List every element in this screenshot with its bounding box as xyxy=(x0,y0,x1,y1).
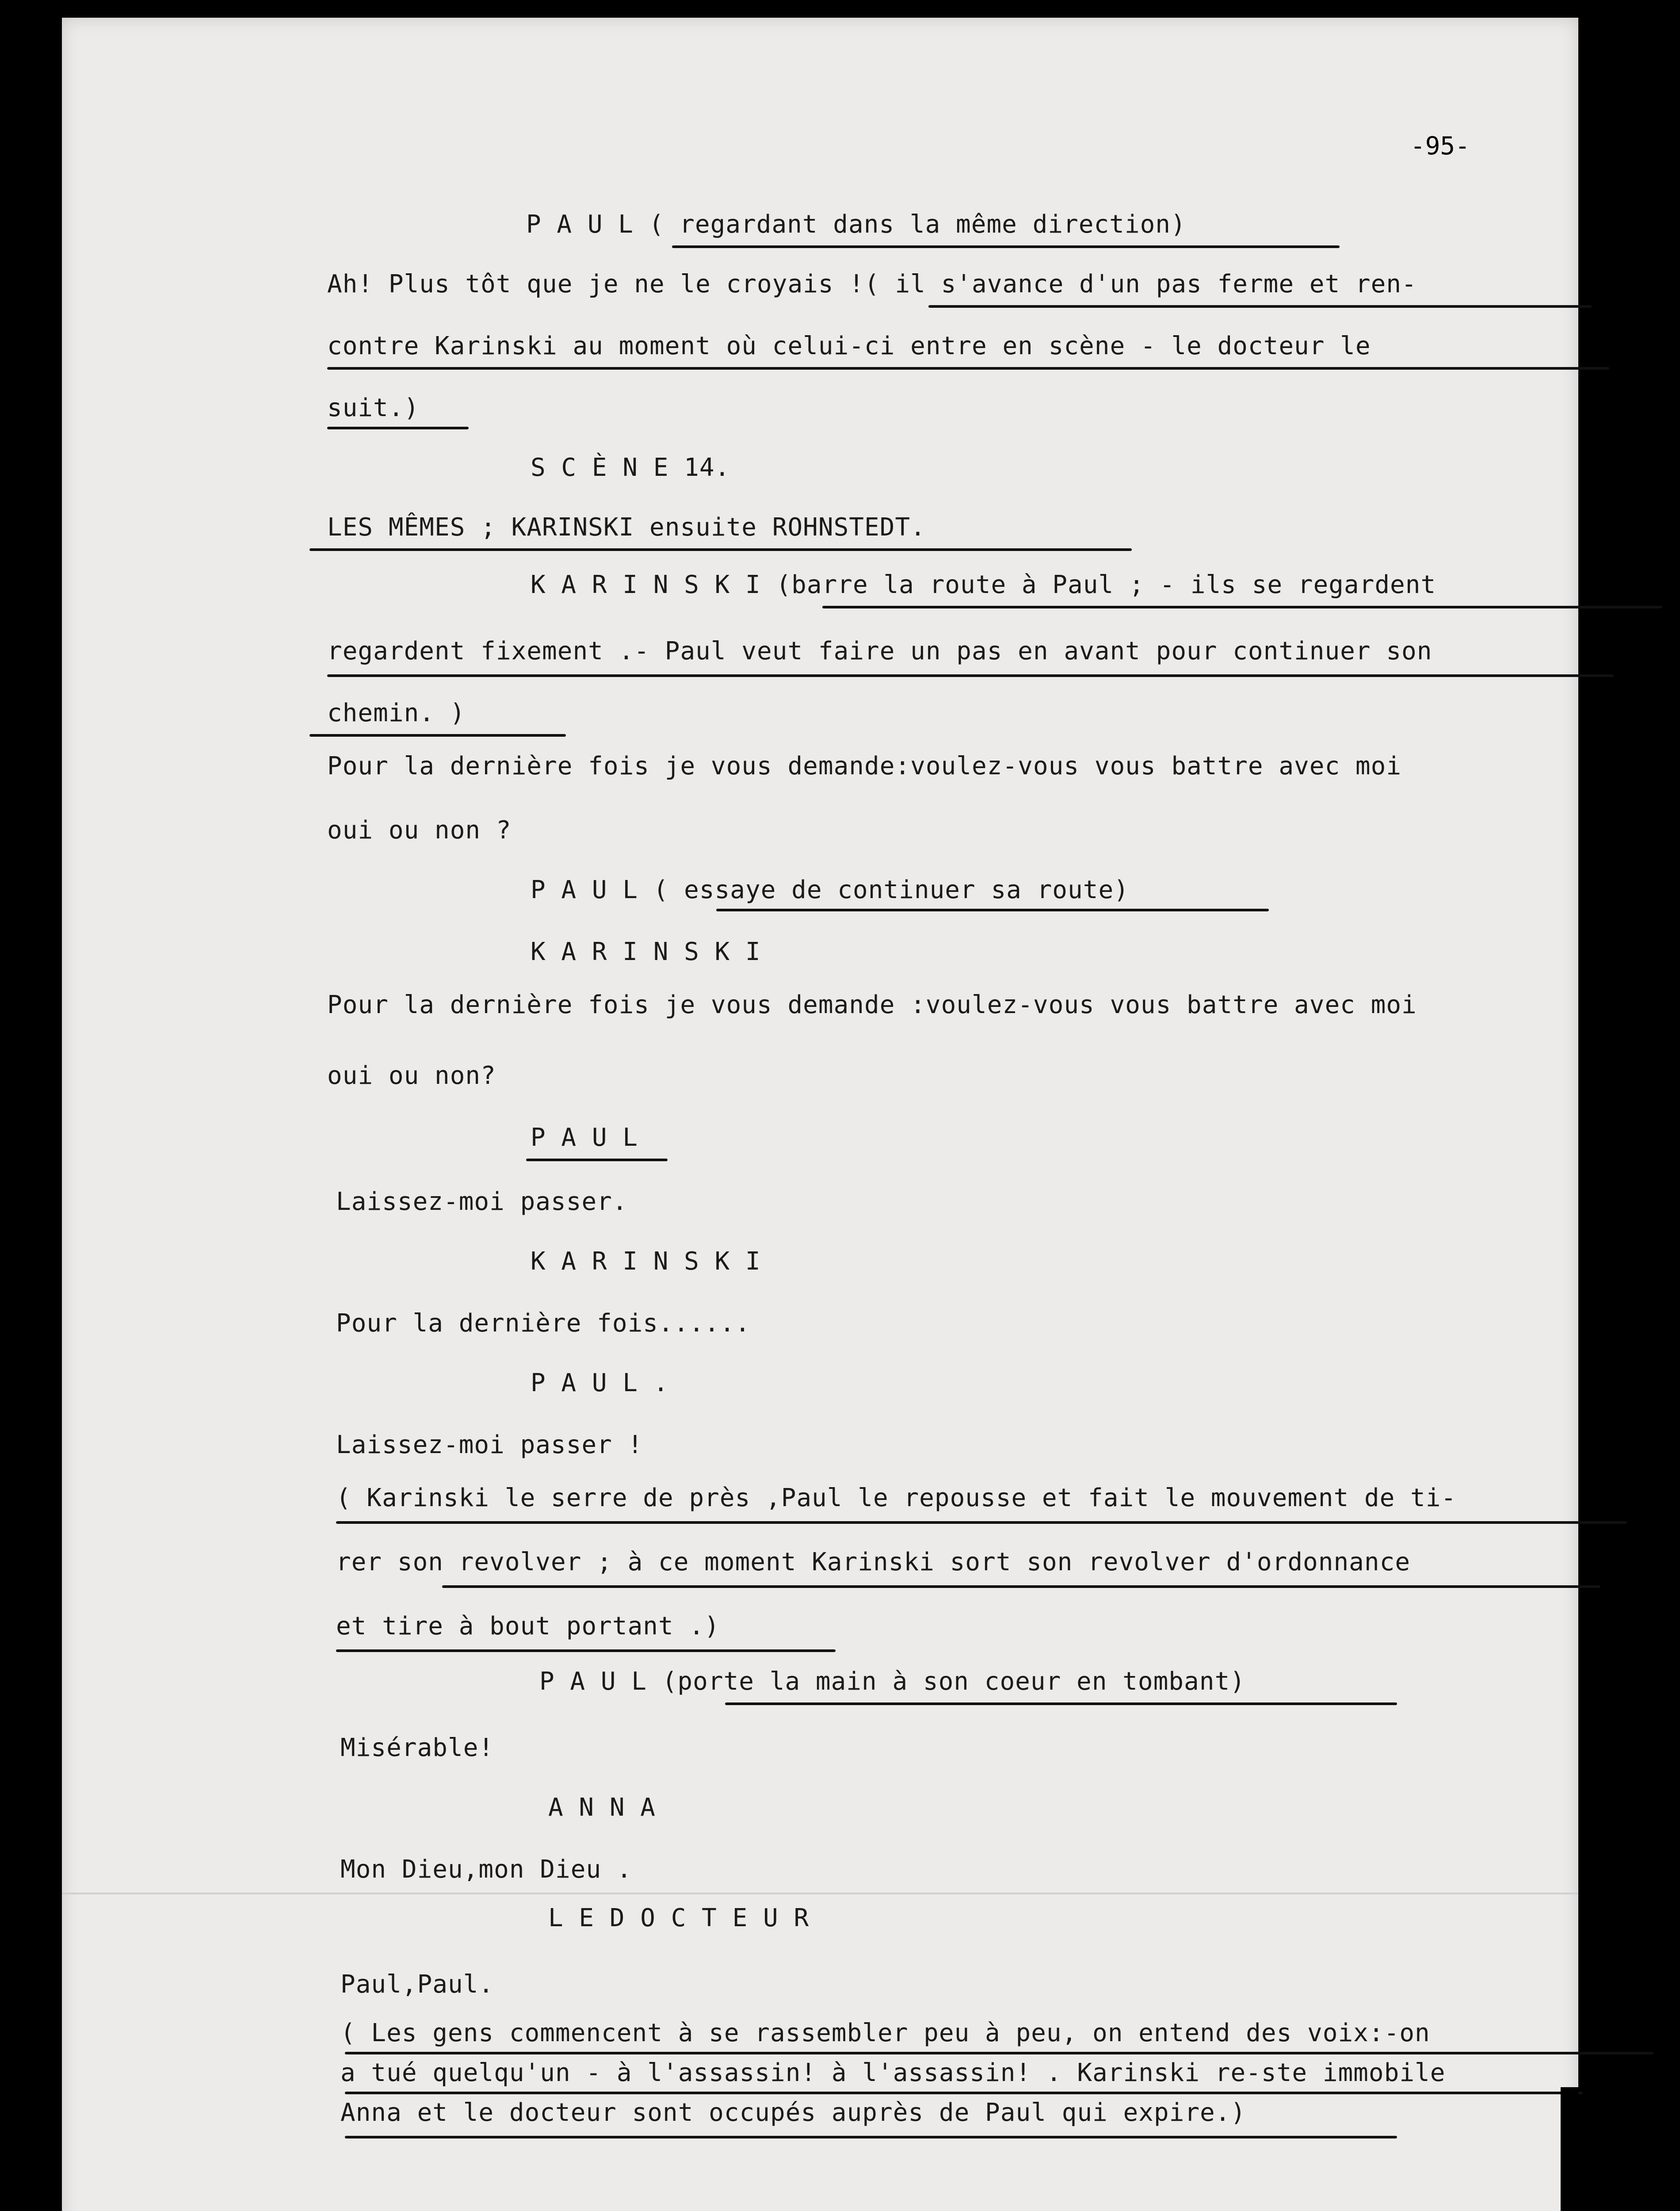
speaker-line: K A R I N S K I (barre la route à Paul ; - ils se regardent xyxy=(531,570,1436,599)
underline-stroke xyxy=(336,1649,836,1652)
page-number: -95- xyxy=(1410,132,1470,161)
underline-stroke xyxy=(822,606,1662,608)
underline-stroke xyxy=(336,1521,1627,1524)
speaker-line: K A R I N S K I xyxy=(531,937,761,966)
stage-direction-line: chemin. ) xyxy=(327,699,466,727)
stage-direction-line: rer son revolver ; à ce moment Karinski sort son revolver d'ordonnance xyxy=(336,1548,1411,1576)
underline-stroke xyxy=(345,2136,1397,2138)
speaker-line: L E D O C T E U R xyxy=(548,1904,809,1932)
dialogue-line: Ah! Plus tôt que je ne le croyais !( il s'avance d'un pas ferme et ren- xyxy=(327,270,1417,298)
stage-direction-line: regardent fixement .- Paul veut faire un pas en avant pour continuer son xyxy=(327,637,1432,666)
underline-stroke xyxy=(327,427,469,429)
typescript-page xyxy=(62,18,1578,2211)
stage-direction-line: suit.) xyxy=(327,394,420,422)
stage-direction-line: a tué quelqu'un - à l'assassin! à l'assassin! . Karinski re-ste immobile xyxy=(340,2058,1446,2087)
underline-stroke xyxy=(327,367,1609,370)
underline-stroke xyxy=(327,674,1614,677)
underline-stroke xyxy=(345,2092,1583,2094)
dialogue-line: Paul,Paul. xyxy=(340,1970,494,1999)
speaker-line: K A R I N S K I xyxy=(531,1247,761,1276)
underline-stroke xyxy=(725,1702,1397,1705)
speaker-line: P A U L ( regardant dans la même direction) xyxy=(526,210,1186,239)
underline-stroke xyxy=(672,245,1340,248)
underline-stroke xyxy=(309,548,1132,551)
dialogue-line: Misérable! xyxy=(340,1733,494,1762)
dialogue-line: Pour la dernière fois...... xyxy=(336,1309,751,1338)
speaker-line: A N N A xyxy=(548,1793,656,1822)
speaker-line: P A U L (porte la main à son coeur en tombant) xyxy=(539,1667,1245,1696)
characters-line: LES MÊMES ; KARINSKI ensuite ROHNSTEDT. xyxy=(327,513,926,542)
speaker-line: P A U L xyxy=(531,1123,638,1152)
stage-direction-line: ( Les gens commencent à se rassembler peu à peu, on entend des voix:-on xyxy=(340,2019,1430,2047)
stage-direction-line: et tire à bout portant .) xyxy=(336,1612,720,1641)
dialogue-line: Pour la dernière fois je vous demande:voulez-vous vous battre avec moi xyxy=(327,752,1402,780)
stage-direction-line: Anna et le docteur sont occupés auprès de Paul qui expire.) xyxy=(340,2098,1246,2127)
underline-stroke xyxy=(442,1585,1600,1588)
scan-shadow xyxy=(1561,2087,1578,2211)
dialogue-line: Laissez-moi passer ! xyxy=(336,1431,643,1459)
speaker-line: P A U L ( essaye de continuer sa route) xyxy=(531,876,1129,904)
underline-stroke xyxy=(716,909,1269,911)
stage-direction-line: contre Karinski au moment où celui-ci entre en scène - le docteur le xyxy=(327,332,1371,360)
dialogue-line: Pour la dernière fois je vous demande :voulez-vous vous battre avec moi xyxy=(327,991,1417,1019)
underline-stroke xyxy=(309,734,566,737)
underline-stroke xyxy=(345,2052,1653,2054)
dialogue-line: Laissez-moi passer. xyxy=(336,1187,628,1216)
underline-stroke xyxy=(928,305,1592,308)
speaker-line: P A U L . xyxy=(531,1369,669,1397)
dialogue-line: oui ou non? xyxy=(327,1061,496,1090)
stage-direction-line: ( Karinski le serre de près ,Paul le repousse et fait le mouvement de ti- xyxy=(336,1484,1457,1512)
scene-heading: S C È N E 14. xyxy=(531,453,730,482)
underline-stroke xyxy=(526,1159,668,1161)
dialogue-line: oui ou non ? xyxy=(327,816,512,845)
dialogue-line: Mon Dieu,mon Dieu . xyxy=(340,1855,632,1884)
